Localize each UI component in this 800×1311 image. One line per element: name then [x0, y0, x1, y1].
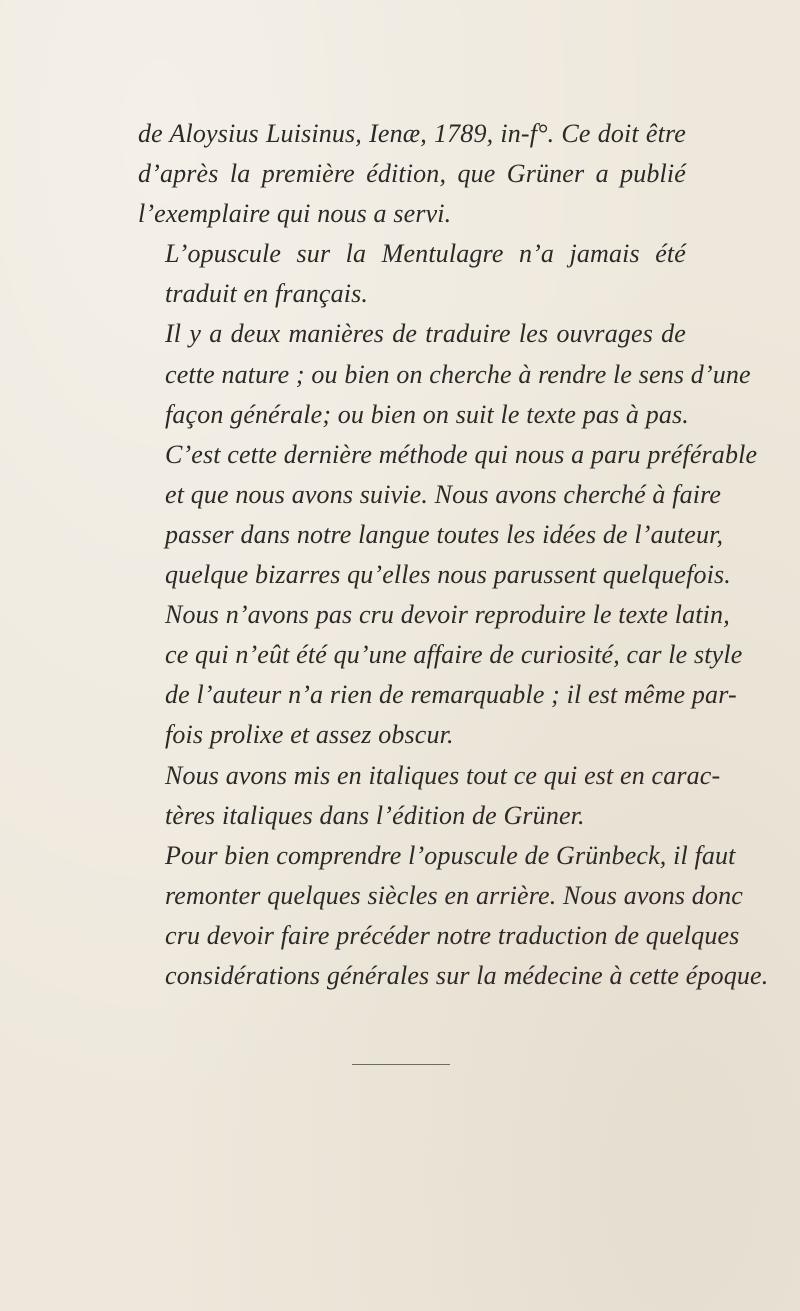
text-line: Il y a deux manières de traduire les ouvrages de [165, 319, 686, 349]
paragraph [138, 836, 769, 996]
text-line: remonter quelques siècles en arrière. Nous avons donc [165, 880, 743, 910]
text-line: traduit en français. [165, 279, 369, 309]
text-line: Pour bien comprendre l’opuscule de Grünbeck, il faut [165, 840, 736, 870]
text-line: cette nature ; ou bien on cherche à rendre le sens d’une [165, 359, 751, 389]
paragraph [138, 314, 758, 595]
text-line: Nous avons mis en italiques tout ce qui est en carac- [165, 760, 721, 790]
section-rule [352, 1064, 450, 1065]
text-line: fois prolixe et assez obscur. [165, 720, 454, 750]
text-line: de l’auteur n’a rien de remarquable ; il est même par- [165, 680, 737, 710]
paragraph [138, 234, 686, 314]
text-line: considérations générales sur la médecine à cette époque. [165, 960, 769, 990]
text-line: Nous n’avons pas cru devoir reproduire le texte latin, [165, 600, 730, 630]
text-line: de Aloysius Luisinus, Ienæ, 1789, in-f°. Ce doit être [138, 119, 686, 148]
paragraph [138, 595, 743, 755]
text-line: et que nous avons suivie. Nous avons cherché à faire [165, 479, 722, 509]
paragraph [138, 756, 721, 836]
text-line: passer dans notre langue toutes les idées de l’auteur, [165, 519, 724, 549]
paragraph [138, 114, 686, 234]
text-line: tères italiques dans l’édition de Grüner. [165, 800, 585, 830]
text-line: l’exemplaire qui nous a servi. [138, 199, 452, 229]
body-text [138, 114, 769, 996]
text-line: L’opuscule sur la Mentulagre n’a jamais été [165, 239, 686, 269]
text-line: façon générale; ou bien on suit le texte pas à pas. [165, 399, 689, 429]
text-line: C’est cette dernière méthode qui nous a paru préférable [165, 439, 758, 469]
text-line: d’après la première édition, que Grüner a publié [138, 159, 686, 189]
text-line: ce qui n’eût été qu’une affaire de curiosité, car le style [165, 640, 743, 670]
text-line: cru devoir faire précéder notre traduction de quelques [165, 920, 740, 950]
text-line: quelque bizarres qu’elles nous parussent quelquefois. [165, 560, 731, 590]
